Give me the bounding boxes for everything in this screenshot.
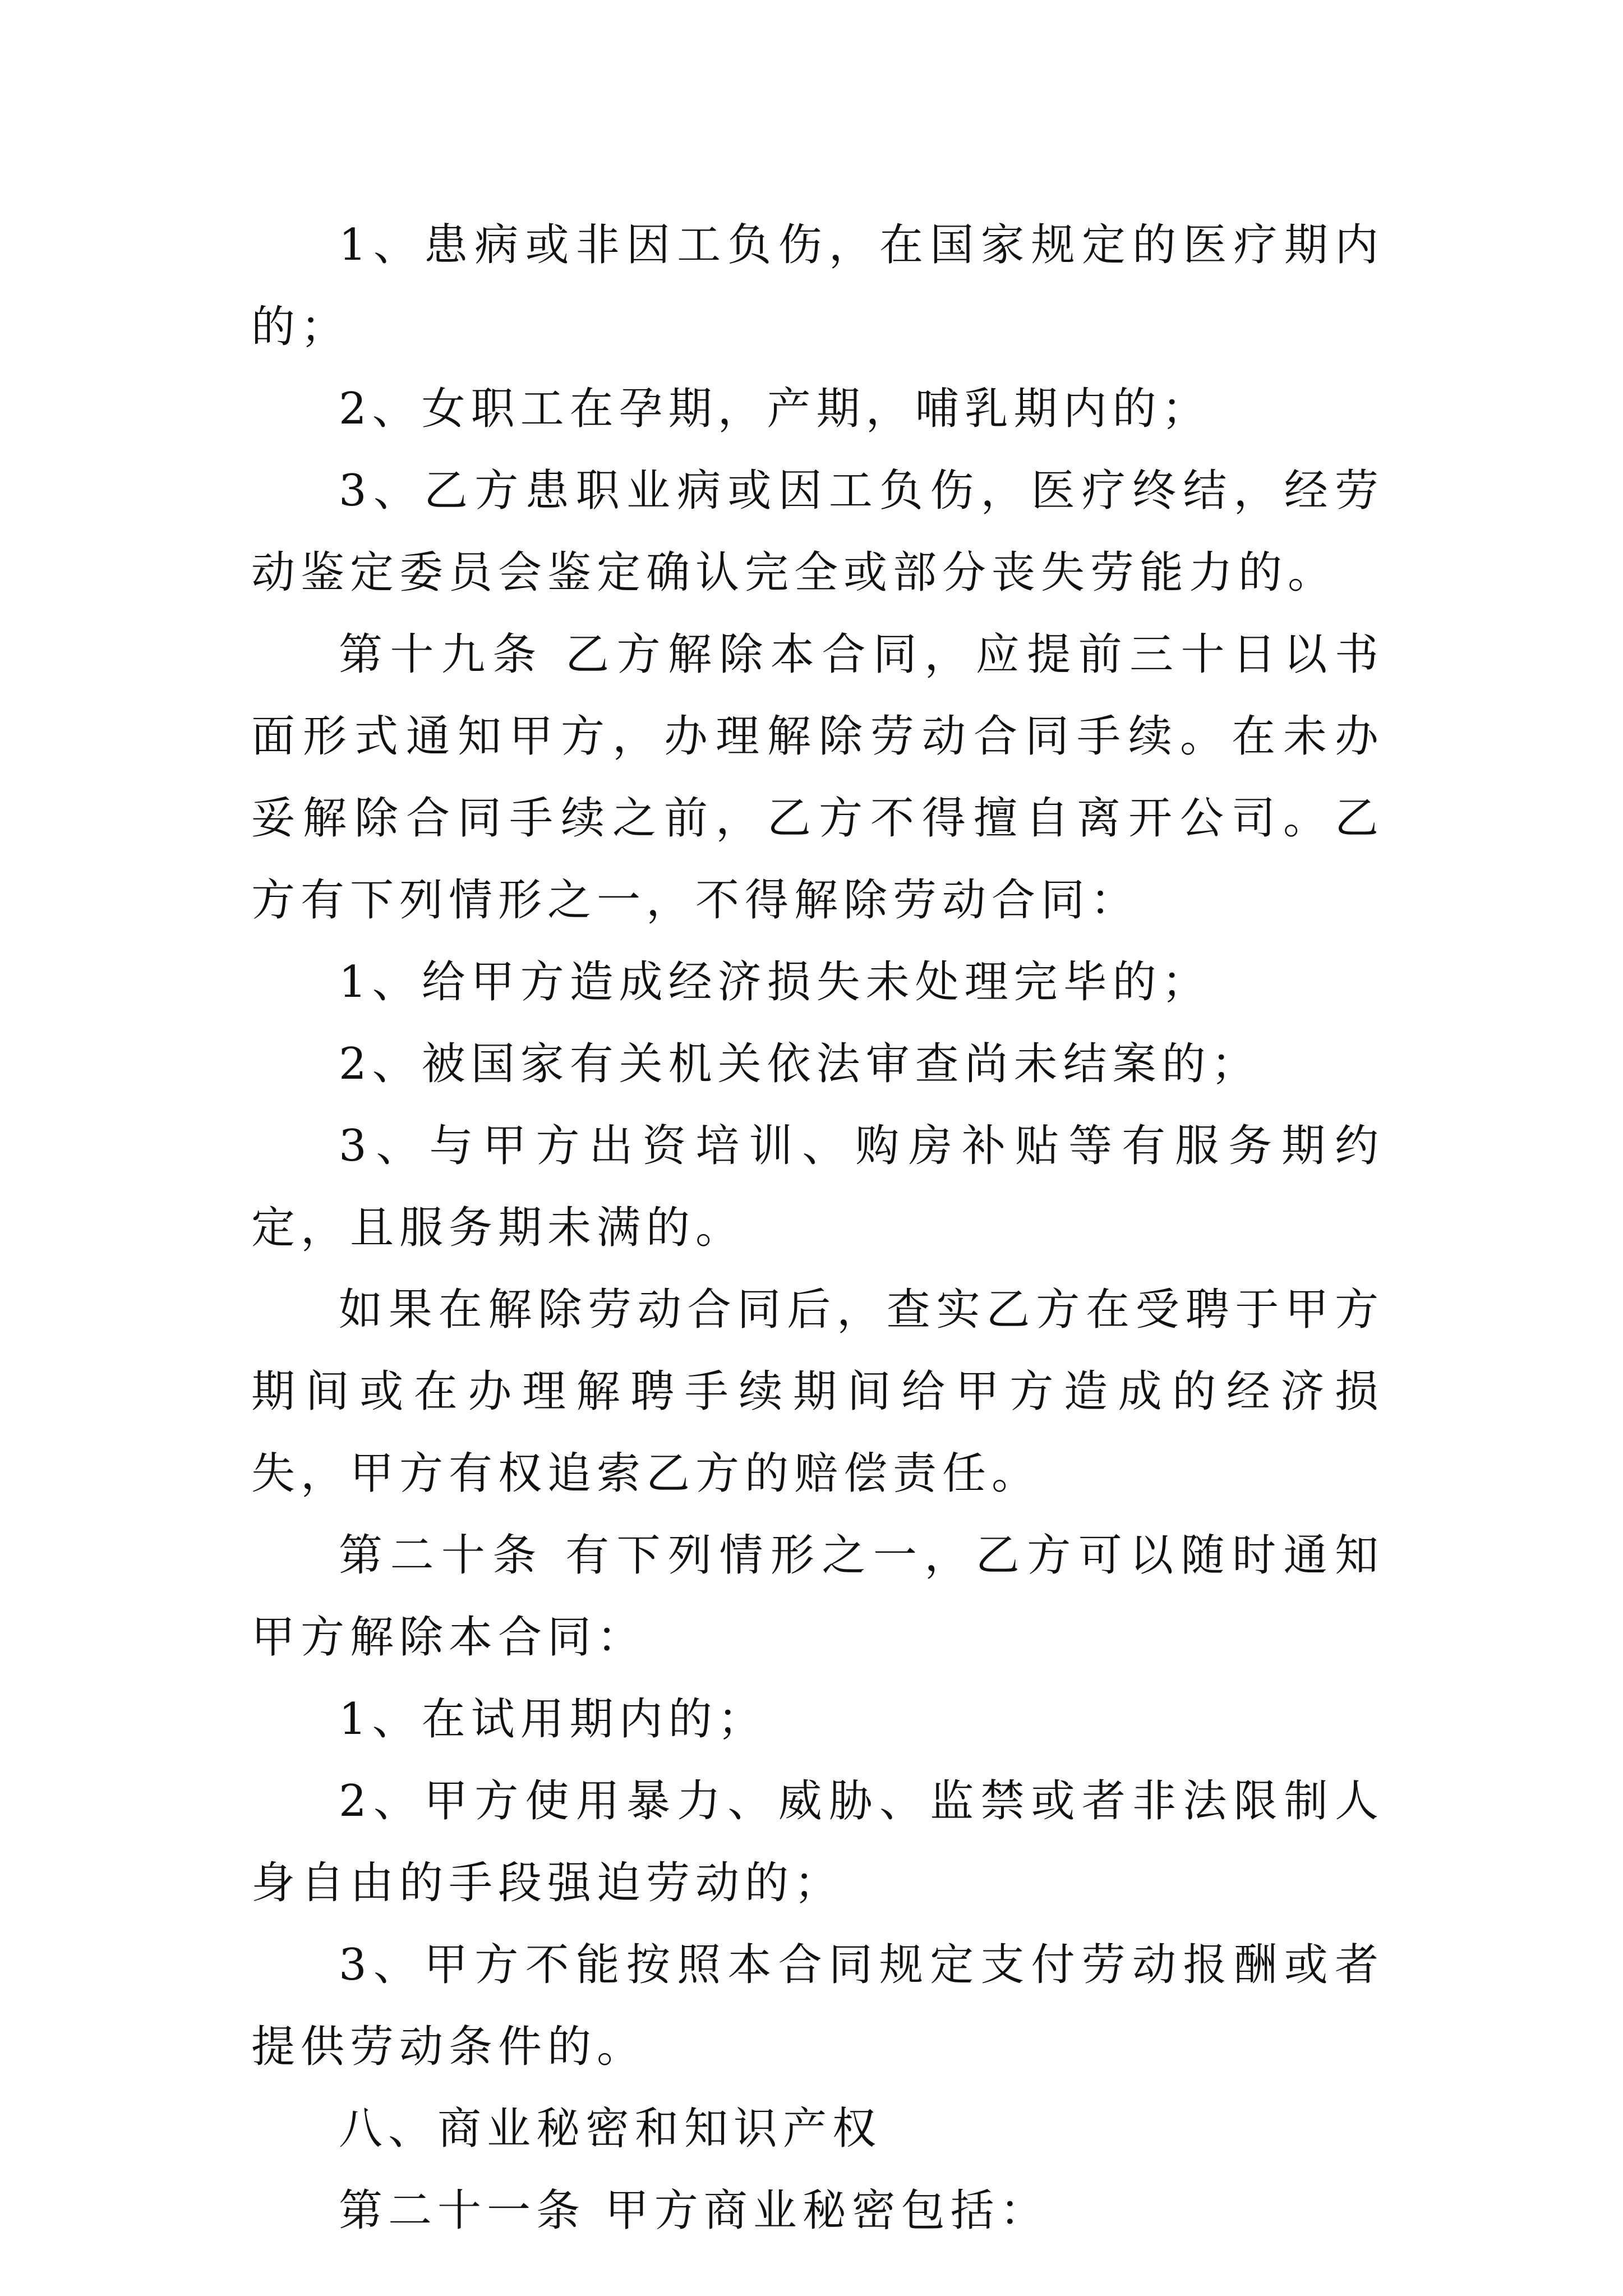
paragraph: 1、在试用期内的； — [339, 1694, 767, 1745]
paragraph: 3、甲方不能按照本合同规定支付劳动报酬或者提供劳动条件的。 — [251, 1940, 1384, 2072]
paragraph: 2、女职工在孕期，产期，哺乳期内的； — [339, 384, 1211, 434]
document-body — [251, 204, 1384, 2252]
paragraph: 1、给甲方造成经济损失未处理完毕的； — [339, 957, 1211, 1007]
paragraph: 1、患病或非因工负伤，在国家规定的医疗期内的； — [251, 220, 1384, 352]
section-heading: 八、商业秘密和知识产权 — [339, 2104, 882, 2154]
paragraph: 3、与甲方出资培训、购房补贴等有服务期约定，且服务期未满的。 — [251, 1121, 1384, 1253]
paragraph: 如果在解除劳动合同后，查实乙方在受聘于甲方期间或在办理解聘手续期间给甲方造成的经济损失，甲方有权追索乙方的赔偿责任。 — [251, 1285, 1384, 1499]
paragraph: 第二十一条 甲方商业秘密包括： — [339, 2185, 1049, 2236]
paragraph: 2、被国家有关机关依法审查尚未结案的； — [339, 1039, 1261, 1089]
paragraph: 第十九条 乙方解除本合同，应提前三十日以书面形式通知甲方，办理解除劳动合同手续。在未办妥解除合同手续之前，乙方不得擅自离开公司。乙方有下列情形之一，不得解除劳动合同： — [251, 629, 1384, 926]
paragraph: 3、乙方患职业病或因工负伤，医疗终结，经劳动鉴定委员会鉴定确认完全或部分丧失劳能力的。 — [251, 466, 1384, 598]
paragraph: 第二十条 有下列情形之一，乙方可以随时通知甲方解除本合同： — [251, 1530, 1384, 1663]
paragraph: 2、甲方使用暴力、威胁、监禁或者非法限制人身自由的手段强迫劳动的； — [251, 1776, 1384, 1908]
